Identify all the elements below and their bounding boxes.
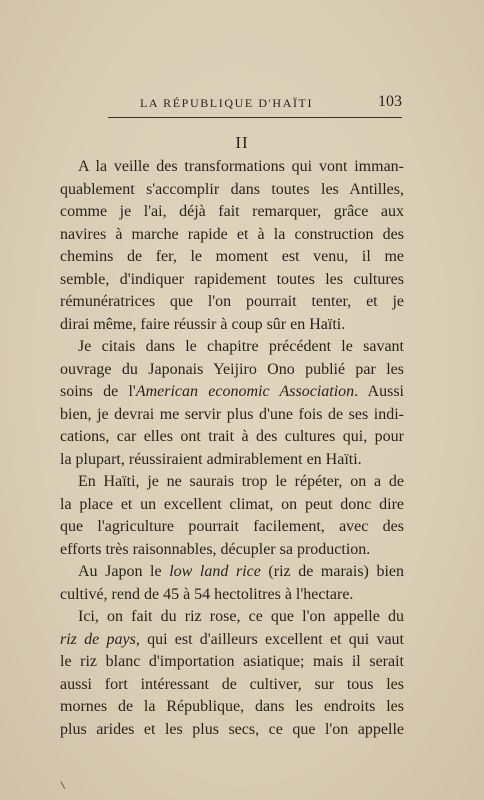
text-fragment: soins de l' bbox=[60, 383, 136, 400]
text-line: aussi fort intéressant de cultiver, sur tous les bbox=[60, 675, 404, 693]
text-line: chemins de fer, le moment est venu, il me bbox=[60, 248, 404, 265]
italic-term: low land rice bbox=[169, 563, 261, 580]
text-line: En Haïti, je ne saurais trop le répéter, on a de bbox=[78, 473, 404, 490]
text-line: ouvrage du Japonais Yeijiro Ono publié par les bbox=[60, 360, 404, 378]
text-line: mornes de la République, dans les endroits les bbox=[60, 698, 404, 715]
text-line bbox=[60, 381, 404, 404]
text-line: plus arides et les plus secs, ce que l'on appelle bbox=[60, 720, 404, 738]
text-line: Ici, on fait du riz rose, ce que l'on appelle du bbox=[78, 608, 404, 625]
running-head-title: LA RÉPUBLIQUE D'HAÏTI bbox=[140, 96, 314, 110]
text-line: le riz blanc d'importation asiatique; mais il serait bbox=[60, 653, 404, 670]
text-line: Je citais dans le chapitre précédent le savant bbox=[78, 338, 404, 355]
text-line: cations, car elles ont trait à des cultures qui, pour bbox=[60, 428, 404, 445]
text-line bbox=[60, 561, 404, 584]
text-line: quablement s'accomplir dans toutes les Antilles, bbox=[60, 180, 404, 198]
text-line: la place et un excellent climat, on peut donc dire bbox=[60, 495, 404, 513]
body-text bbox=[60, 156, 404, 741]
header-rule bbox=[108, 117, 402, 118]
page-number: 103 bbox=[378, 93, 402, 110]
text-line bbox=[60, 629, 404, 652]
text-line: A la veille des transformations qui vont imman- bbox=[78, 158, 404, 175]
paper-speck bbox=[60, 779, 68, 788]
text-fragment: , qui est d'ailleurs excellent et qui vaut bbox=[135, 630, 405, 648]
text-line: cultivé, rend de 45 à 54 hectolitres à l'hectare. bbox=[60, 585, 354, 603]
text-fragment: Au Japon le bbox=[78, 563, 170, 580]
text-line: que l'agriculture pourrait facilement, avec des bbox=[60, 518, 404, 535]
section-number: II bbox=[235, 133, 249, 152]
italic-term: riz de pays bbox=[60, 630, 136, 648]
text-line: semble, d'indiquer rapidement toutes les cultures bbox=[60, 270, 404, 288]
text-line: navires à marche rapide et à la construction des bbox=[60, 225, 404, 243]
text-line: bien, je devrai me servir plus d'une fois de ses indi- bbox=[60, 405, 404, 423]
text-line: la plupart, réussiraient admirablement en Haïti. bbox=[60, 450, 362, 468]
text-line: rémunératrices que l'on pourrait tenter, et je bbox=[60, 293, 404, 310]
italic-title: American economic Association bbox=[135, 383, 355, 400]
text-line: comme je l'ai, déjà fait remarquer, grâce aux bbox=[60, 203, 404, 220]
text-fragment: . Aussi bbox=[354, 383, 404, 400]
text-line: dirai même, faire réussir à coup sûr en Haïti. bbox=[60, 315, 346, 333]
text-fragment: (riz de marais) bien bbox=[260, 563, 405, 580]
text-line: efforts très raisonnables, décupler sa production. bbox=[60, 540, 371, 558]
running-head bbox=[108, 93, 410, 113]
